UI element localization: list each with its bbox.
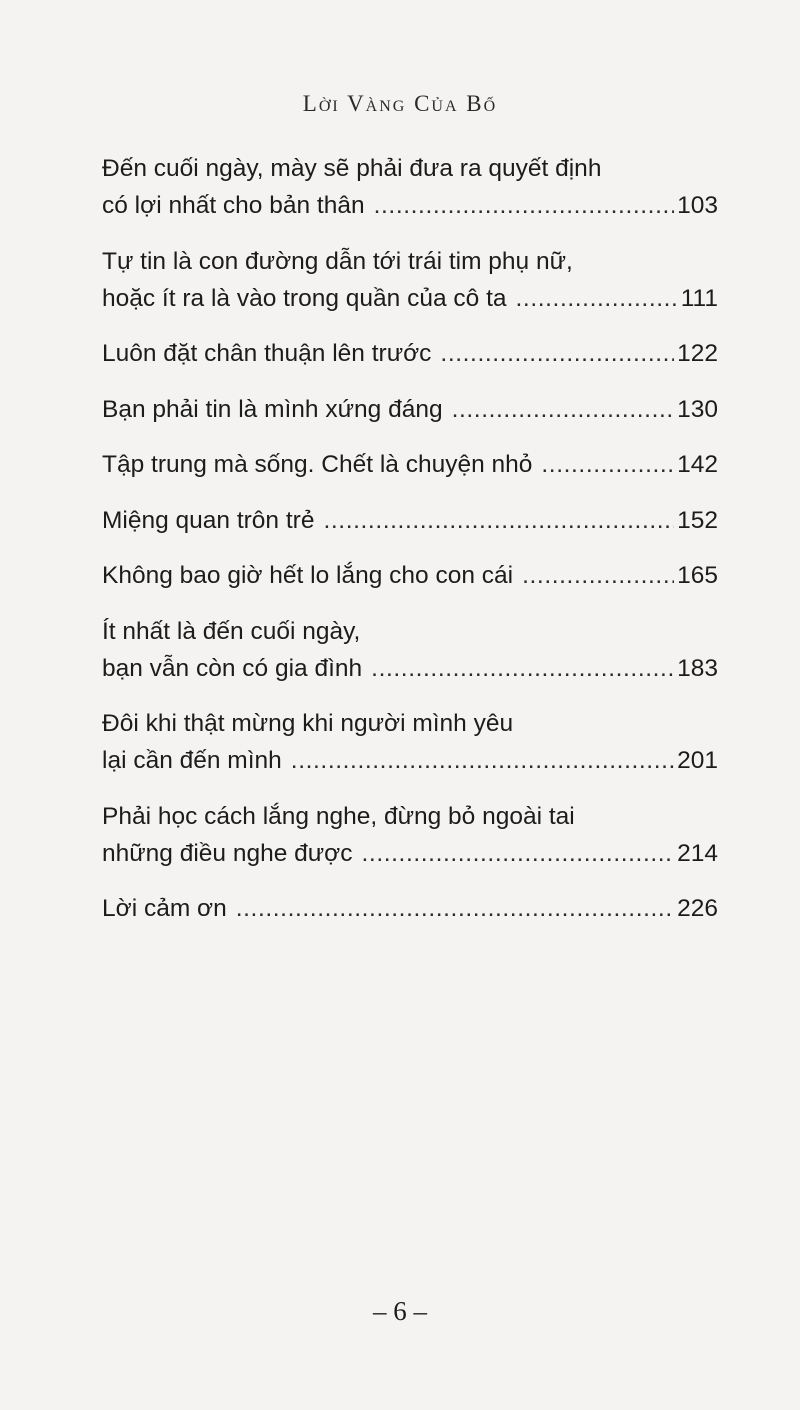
toc-entry-title: Không bao giờ hết lo lắng cho con cái	[102, 562, 514, 589]
toc-page-number: 165	[677, 562, 718, 589]
toc-entry-title: Đôi khi thật mừng khi người mình yêu	[102, 710, 514, 737]
dot-leader	[371, 650, 674, 687]
dot-leader	[374, 187, 675, 224]
toc-entry[interactable]	[102, 243, 718, 317]
toc-page-number: 111	[680, 284, 718, 312]
toc-entry[interactable]	[102, 150, 718, 224]
dot-leader	[541, 446, 674, 483]
toc-entry-title: Miệng quan trôn trẻ	[102, 506, 315, 534]
table-of-contents	[102, 150, 718, 946]
toc-entry-title: Bạn phải tin là mình xứng đáng	[102, 395, 443, 423]
dot-leader	[516, 280, 678, 317]
toc-entry[interactable]	[102, 335, 718, 372]
dot-leader	[291, 742, 674, 779]
toc-entry[interactable]	[102, 446, 718, 483]
toc-entry[interactable]	[102, 613, 718, 687]
toc-entry[interactable]	[102, 890, 718, 927]
toc-entry-title: bạn vẫn còn có gia đình	[102, 654, 363, 682]
toc-entry-title: có lợi nhất cho bản thân	[102, 192, 365, 219]
toc-entry-title: Ít nhất là đến cuối ngày,	[102, 617, 361, 645]
toc-entry[interactable]	[102, 391, 718, 428]
toc-entry-title: những điều nghe được	[102, 839, 353, 867]
toc-page-number: 183	[677, 654, 718, 682]
running-header-title: Lời Vàng Của Bố	[302, 91, 498, 116]
toc-page-number: 152	[677, 506, 718, 534]
dot-leader	[362, 835, 675, 872]
toc-entry[interactable]	[102, 557, 718, 594]
toc-entry-title: Đến cuối ngày, mày sẽ phải đưa ra quyết định	[102, 155, 602, 182]
toc-page-number: 103	[677, 192, 718, 219]
toc-page-number: 142	[677, 451, 718, 478]
toc-page-number: 201	[677, 747, 718, 774]
toc-page-number: 214	[677, 839, 718, 867]
toc-page-number: 130	[677, 395, 718, 423]
toc-entry[interactable]	[102, 705, 718, 779]
toc-entry-title: Luôn đặt chân thuận lên trước	[102, 340, 432, 367]
toc-entry[interactable]	[102, 798, 718, 872]
toc-entry-title: Tập trung mà sống. Chết là chuyện nhỏ	[102, 451, 533, 478]
toc-page-number: 226	[677, 895, 718, 922]
dot-leader	[522, 557, 674, 594]
dot-leader	[440, 335, 674, 372]
dot-leader	[452, 391, 675, 428]
toc-entry-title: Tự tin là con đường dẫn tới trái tim phụ nữ,	[102, 247, 573, 275]
dot-leader	[323, 502, 674, 539]
dot-leader	[236, 890, 674, 927]
toc-entry-title: Phải học cách lắng nghe, đừng bỏ ngoài tai	[102, 802, 575, 830]
toc-entry[interactable]	[102, 502, 718, 539]
toc-entry-title: hoặc ít ra là vào trong quần của cô ta	[102, 284, 507, 312]
toc-page-number: 122	[677, 340, 718, 367]
toc-entry-title: lại cần đến mình	[102, 747, 282, 774]
page-number: – 6 –	[373, 1296, 427, 1326]
toc-entry-title: Lời cảm ơn	[102, 895, 227, 922]
